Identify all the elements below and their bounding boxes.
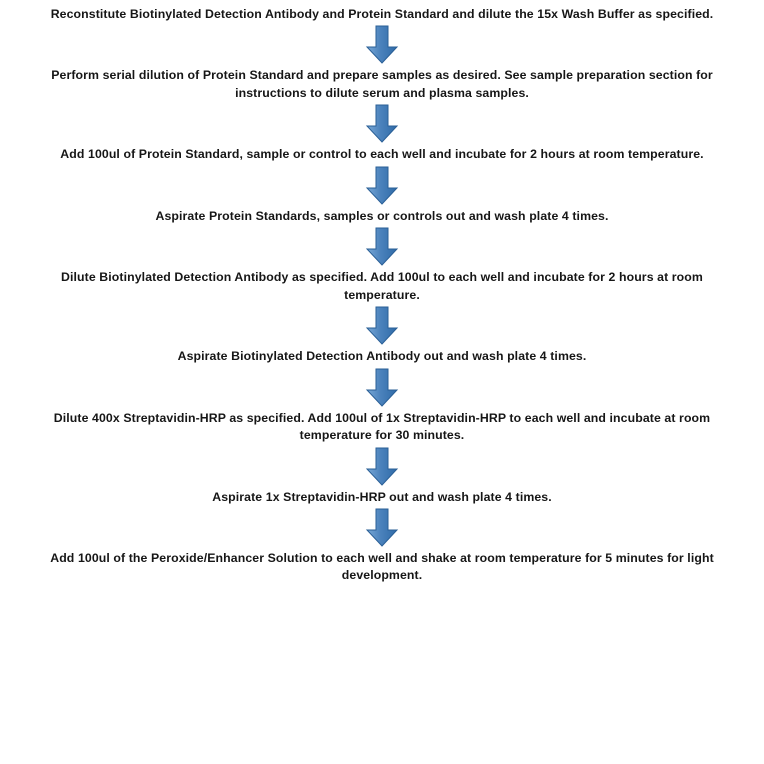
flowchart-connector-4 (365, 225, 399, 269)
step-text: Aspirate 1x Streptavidin-HRP out and wash plate 4 times. (212, 489, 552, 504)
step-text: Add 100ul of Protein Standard, sample or control to each well and incubate for 2 hours at room temperature. (60, 147, 704, 162)
down-arrow-icon (365, 447, 399, 487)
flowchart-connector-8 (365, 506, 399, 550)
step-text: Perform serial dilution of Protein Standard and prepare samples as desired. See sample preparation section for instructions to dilute serum and plasma samples. (51, 68, 713, 100)
flowchart-step-4 (18, 208, 746, 225)
flowchart-connector-3 (365, 164, 399, 208)
flowchart-step-5 (47, 269, 717, 304)
down-arrow-icon (365, 166, 399, 206)
flowchart-step-2 (47, 67, 717, 102)
down-arrow-icon (365, 227, 399, 267)
step-text: Dilute 400x Streptavidin-HRP as specified. Add 100ul of 1x Streptavidin-HRP to each well and incubate at room temperature for 30 minutes. (53, 410, 711, 443)
flowchart-connector-7 (365, 445, 399, 489)
step-text: Aspirate Protein Standards, samples or controls out and wash plate 4 times. (155, 208, 609, 223)
step-text: Dilute Biotinylated Detection Antibody as specified. Add 100ul to each well and incubate for 2 hours at room temperature. (61, 270, 703, 302)
flowchart-step-7 (18, 410, 746, 445)
flowchart-connector-6 (365, 366, 399, 410)
step-text: Add 100ul of the Peroxide/Enhancer Solution to each well and shake at room temperature for 5 minutes for light development. (50, 550, 714, 583)
flowchart-step-1 (18, 6, 746, 23)
flowchart-step-3 (18, 146, 746, 163)
flowchart-connector-5 (365, 304, 399, 348)
step-text: Reconstitute Biotinylated Detection Antibody and Protein Standard and dilute the 15x Wash Buffer as specified. (50, 7, 714, 21)
flowchart-connector-1 (365, 23, 399, 67)
flowchart-step-8 (18, 489, 746, 506)
flowchart-step-6 (18, 348, 746, 365)
down-arrow-icon (365, 104, 399, 144)
down-arrow-icon (365, 306, 399, 346)
step-text: Aspirate Biotinylated Detection Antibody out and wash plate 4 times. (177, 349, 587, 364)
down-arrow-icon (365, 368, 399, 408)
down-arrow-icon (365, 25, 399, 65)
down-arrow-icon (365, 508, 399, 548)
flowchart-connector-2 (365, 102, 399, 146)
flowchart-step-9 (18, 550, 746, 585)
